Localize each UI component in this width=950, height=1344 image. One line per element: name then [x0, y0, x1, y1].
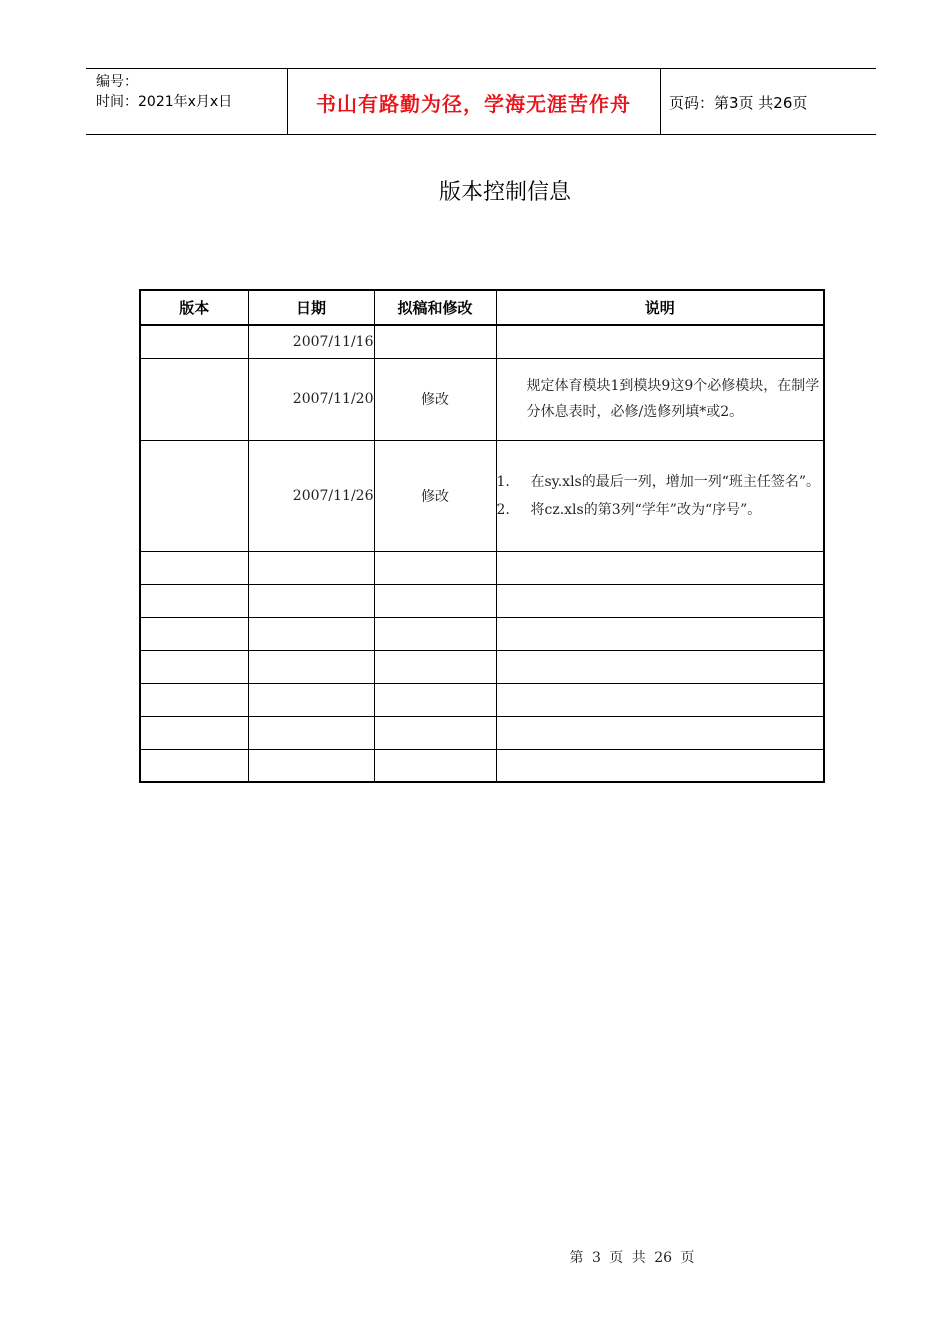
- cell-date: 2007/11/16: [248, 325, 374, 358]
- cell-author: [374, 584, 496, 617]
- cell-version: [140, 440, 248, 551]
- cell-version: [140, 325, 248, 358]
- list-item: [497, 497, 824, 523]
- cell-description: [496, 683, 824, 716]
- cell-description: [496, 325, 824, 358]
- page-header: [86, 68, 876, 135]
- cell-version: [140, 617, 248, 650]
- cell-version: [140, 584, 248, 617]
- column-header-author: 拟稿和修改: [374, 290, 496, 325]
- table-header-row: [140, 290, 824, 325]
- header-divider-right: [660, 69, 661, 134]
- doc-code: 编号：: [96, 74, 138, 90]
- table-row: [140, 683, 824, 716]
- cell-author: [374, 650, 496, 683]
- page-title: 版本控制信息: [438, 180, 571, 205]
- cell-version: [140, 358, 248, 440]
- table-row: [140, 440, 824, 551]
- cell-author: [374, 325, 496, 358]
- list-item-number: 2.: [496, 501, 510, 518]
- table-row: [140, 749, 824, 782]
- cell-description: [496, 650, 824, 683]
- cell-description: 规定体育模块1到模块9这9个必修模块，在制学分休息表时，必修/选修列填*或2。: [496, 358, 824, 440]
- column-header-version: 版本: [140, 290, 248, 325]
- cell-version: [140, 551, 248, 584]
- cell-date: [248, 584, 374, 617]
- list-item-number: 1.: [496, 473, 510, 490]
- cell-date: [248, 650, 374, 683]
- table-row: [140, 716, 824, 749]
- description-list: [497, 469, 824, 523]
- cell-author: 修改: [374, 358, 496, 440]
- cell-version: [140, 716, 248, 749]
- cell-date: [248, 749, 374, 782]
- table-row: [140, 551, 824, 584]
- table-row: [140, 584, 824, 617]
- cell-description: [496, 617, 824, 650]
- cell-description: [496, 551, 824, 584]
- header-motto: 书山有路勤为径，学海无涯苦作舟: [316, 91, 631, 116]
- cell-author: [374, 617, 496, 650]
- cell-author: [374, 551, 496, 584]
- table-row: [140, 617, 824, 650]
- table-row: [140, 358, 824, 440]
- table-row: [140, 325, 824, 358]
- header-meta: [96, 72, 232, 112]
- header-page-info: 页码：第3页 共26页: [669, 93, 808, 112]
- cell-date: [248, 617, 374, 650]
- cell-version: [140, 749, 248, 782]
- list-item-text: 将cz.xls的第3列“学年”改为“序号”。: [530, 501, 762, 518]
- column-header-date: 日期: [248, 290, 374, 325]
- cell-description: [496, 584, 824, 617]
- cell-version: [140, 650, 248, 683]
- cell-version: [140, 683, 248, 716]
- cell-author: [374, 749, 496, 782]
- cell-date: [248, 716, 374, 749]
- column-header-description: 说明: [496, 290, 824, 325]
- cell-date: 2007/11/20: [248, 358, 374, 440]
- cell-date: 2007/11/26: [248, 440, 374, 551]
- list-item: [497, 469, 824, 495]
- cell-description: [496, 440, 824, 551]
- doc-time: 时间：2021年x月x日: [96, 94, 233, 110]
- cell-author: [374, 716, 496, 749]
- cell-description: [496, 749, 824, 782]
- list-item-text: 在sy.xls的最后一列，增加一列“班主任签名”。: [530, 473, 821, 490]
- table-row: [140, 650, 824, 683]
- cell-date: [248, 551, 374, 584]
- cell-date: [248, 683, 374, 716]
- page-footer: 第 3 页 共 26 页: [569, 1250, 695, 1266]
- cell-description: [496, 716, 824, 749]
- cell-author: [374, 683, 496, 716]
- version-control-table: [139, 289, 825, 783]
- cell-author: 修改: [374, 440, 496, 551]
